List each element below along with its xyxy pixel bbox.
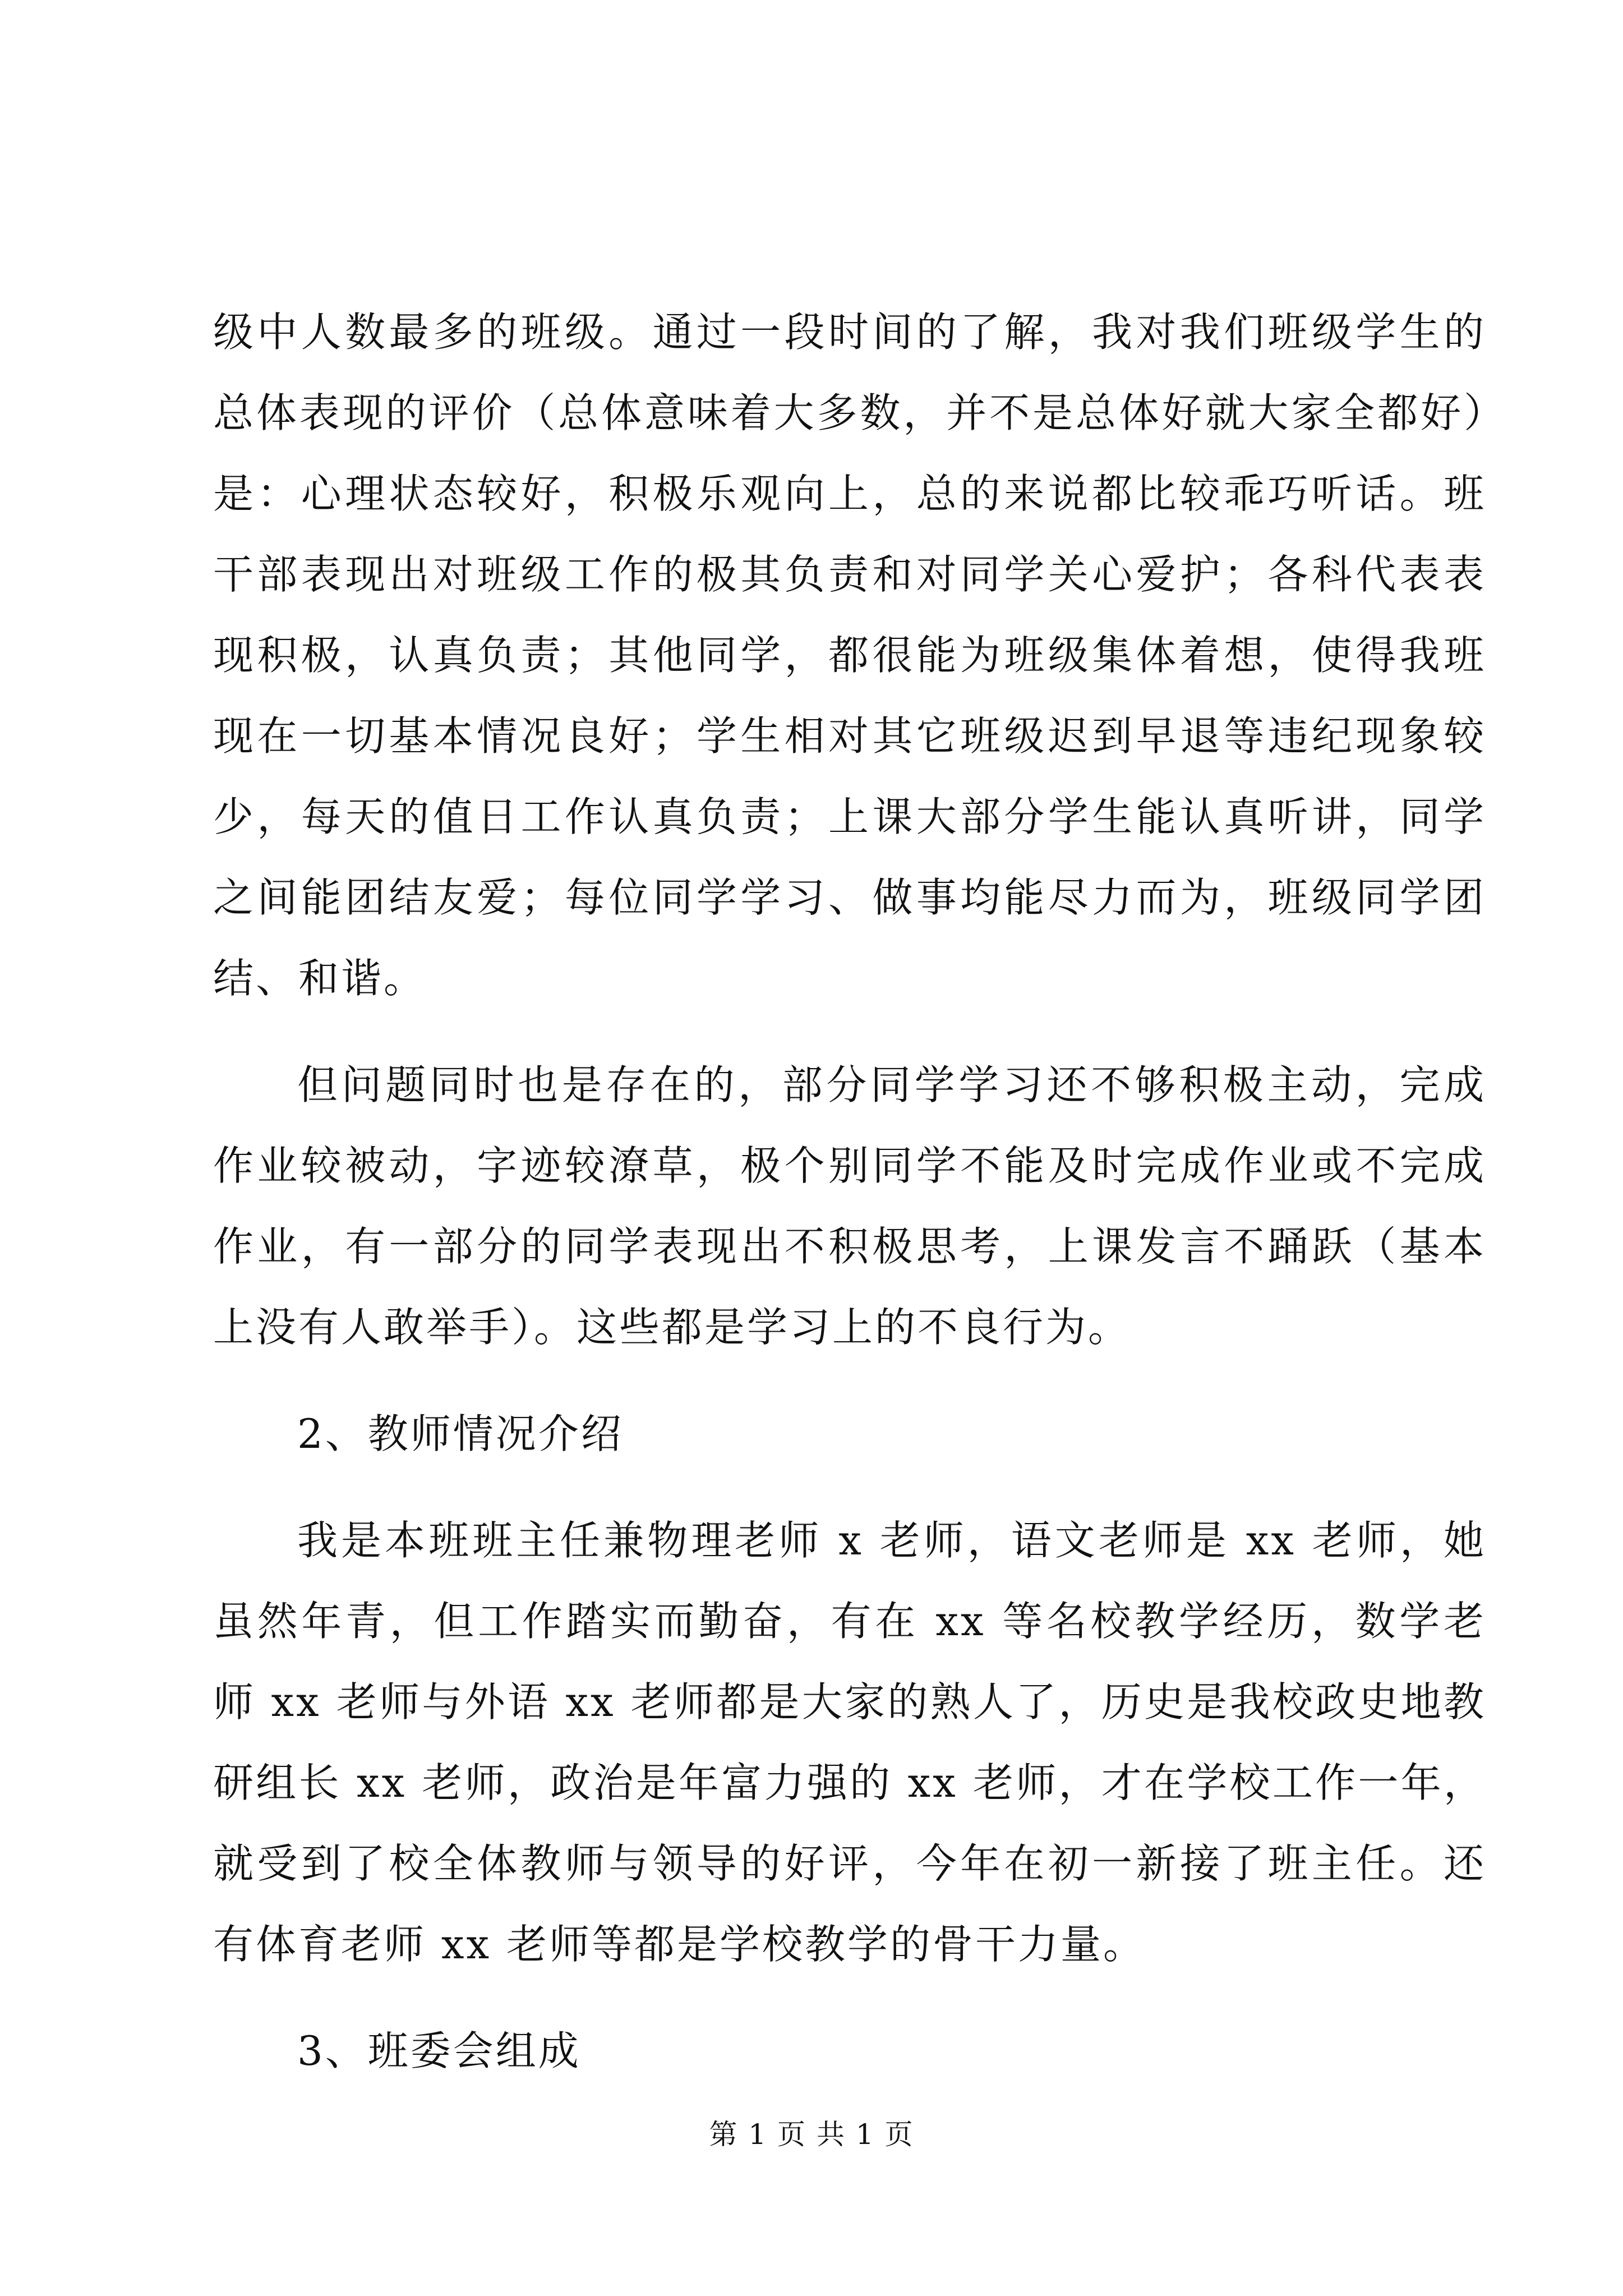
document-body [213, 292, 1486, 2091]
paragraph-problems: 但问题同时也是存在的，部分同学学习还不够积极主动，完成作业较被动，字迹较潦草，极个别同学不能及时完成作业或不完成作业，有一部分的同学表现出不积极思考，上课发言不踊跃（基本上没有人敢举手）。这些都是学习上的不良行为。 [213, 1061, 1486, 1351]
page-footer: 第 1 页 共 1 页 [709, 2118, 914, 2151]
paragraph-teachers: 我是本班班主任兼物理老师 x 老师，语文老师是 xx 老师，她虽然年青，但工作踏实而勤奋，有在 xx 等名校教学经历，数学老师 xx 老师与外语 xx 老师都是大家的熟人了，历史是我校政史地教研组长 xx 老师，政治是年富力强的 xx 老师，才在学校工作一年，就受到了校全体教师与领导的好评，今年在初一新接了班主任。还有体育老师 xx 老师等都是学校教学的骨干力量。 [213, 1517, 1486, 1968]
paragraph-class-overview: 级中人数最多的班级。通过一段时间的了解，我对我们班级学生的总体表现的评价（总体意味着大多数，并不是总体好就大家全都好）是：心理状态较好，积极乐观向上，总的来说都比较乖巧听话。班干部表现出对班级工作的极其负责和对同学关心爱护；各科代表表现积极，认真负责；其他同学，都很能为班级集体着想，使得我班现在一切基本情况良好；学生相对其它班级迟到早退等违纪现象较少，每天的值日工作认真负责；上课大部分学生能认真听讲，同学之间能团结友爱；每位同学学习、做事均能尽力而为，班级同学团结、和谐。 [213, 309, 1486, 1002]
section-heading-class-committee: 3、班委会组成 [297, 2027, 581, 2074]
section-heading-teachers: 2、教师情况介绍 [297, 1410, 624, 1457]
